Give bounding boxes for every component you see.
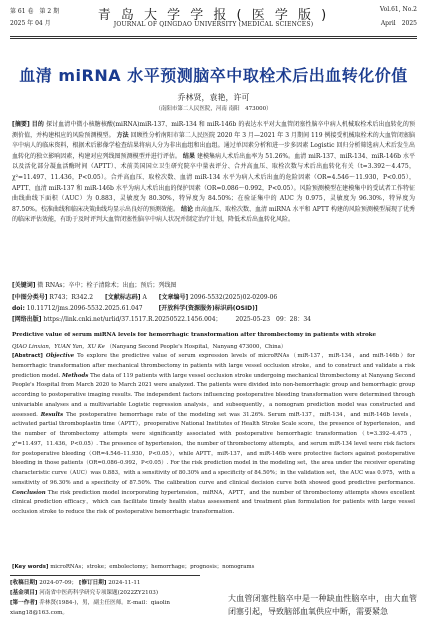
conclusion-label: 结论 [180,205,193,213]
abstract-cn [12,120,415,260]
keywords-en-label: [Key words] [12,564,49,570]
received-date: 2024-07-09； [39,580,78,586]
clc-value: R743；R342.2 [49,294,94,301]
author-list: 乔林贤，袁艳，许可 [177,93,250,102]
doi-label: doi: [12,305,25,312]
article-no-value: 2096-5532(2025)02-0209-06 [190,294,278,301]
keywords-text: 微 RNAs；卒中；栓子清除术；出血；预后；列线图 [37,282,177,289]
conclusion-en-text: The risk prediction model incorporating hypertension，miRNA，APTT，and the number of thrombectomy attempts shows excellent clinical prediction efficacy，which can facilitate timely health status assessment and treatment plan formulation for patients with large vessel occlusion stroke to reduce the risk of postoperative hemorrhagic transformation. [12,489,415,515]
first-author-label: [第一作者] [10,600,38,606]
classification-line [12,292,415,301]
footnote-author [10,598,210,608]
footnote-divider [10,575,200,576]
online-line [12,314,415,323]
conclusion-text: 由高血压、取栓次数、血清 miRNA 水平和 APTT 构建的风险预测模型展现了优秀的临床评估效能，有助于及时评判大血管闭塞性脑卒中病人状况并制定治疗计划，降低术后出血转化风险。 [12,205,415,224]
objective-text: 探讨血清中微小核糖核酸(miRNA)miR-137、miR-134 和 miR-146b 的表达水平对大血管闭塞性脑卒中病人机械取栓术后出血转化的预测价值，并构建相应的风险预测模型。 [12,121,415,139]
english-title: Predictive value of serum miRNA levels for hemorrhagic transformation after thrombectomy in patients with stroke [12,332,377,338]
fund-text: 河南省中医药科学研究专项课题(2022ZY2103) [39,590,159,596]
results-en-label: Results [40,411,64,418]
clc-label: [中图分类号] [12,294,48,301]
osid-label: [开放科学(资源服务)标识码(OSID)] [158,305,258,312]
affiliation: （南阳市第二人民医院，河南 南阳 473000） [155,106,272,112]
footnote-fund [10,588,210,598]
abstract-en [12,352,415,518]
keywords-en [12,562,415,570]
results-en-text: The postoperative hemorrhage rate of the modeling set was 31.26%. Serum miR-137，miR-134，and miR-146b levels，activated partial thromboplastin time（APTT），preoperative National Institutes of Health Stroke Scale score，the presence of hypertension，and the number of thrombectomy attempts were significantly associated with postoperative hemorrhagic transformation（t=3.392–4.475，χ²=11.497，11.436，P<0.05）. The presence of hypertension，the number of thrombectomy attempts，and serum miR-134 level were risk factors for postoperative bleeding（OR=4.546–11.930，P<0.05），while APTT，miR-137，and miR-146b were protective factors against postoperative bleeding in those patients（OR=0.086–0.992，P<0.05）. For the risk prediction model in the modeling set，the area under the receiver operating characteristic curve（AUC）was 0.883，with a sensitivity of 80.30% and a specificity of 84.50%；in the validation set，the AUC was 0.975，with a sensitivity of 96.30% and a specificity of 87.50%. The calibration curve and clinical decision curve both showed good predictive performance. [12,411,415,486]
keywords-cn [12,280,415,289]
revised-date: 2024-11-11 [108,580,141,586]
methods-text: 回顾性分析南阳市第二人民医院 2020 年 3 月—2021 年 3 月期间 119 例接受机械取栓术的大血管闭塞脑卒中病人的临床资料，根据术后影像学检查结果将病人分为非出血组和出血组。通过单因素分析和进一步多因素 Logistic 回归分析筛选病人术后发生出血转化的独立影响因素，构建对应列线图预测模型并进行评估。 [12,131,415,160]
header-rule-thin [10,38,417,39]
paper-title: 血清 miRNA 水平预测脑卒中取栓术后出血转化价值 [19,66,408,85]
journal-title-cn: 青 岛 大 学 学 报 ( 医 学 版 ) [97,8,330,23]
english-authors: QIAO Linxian，YUAN Yan，XU Ke [12,344,105,350]
conclusion-en-label: Conclusion [12,489,46,496]
received-label: [收稿日期] [10,580,38,586]
keywords-en-text: microRNAs；stroke；embolectomy；hemorrhage；prognosis；nomograms [50,564,255,570]
methods-en-label: Methods [62,372,89,379]
revised-label: [修订日期] [78,580,107,586]
methods-en-text: The data of 119 patients with large vessel occlusion stroke undergoing mechanical thrombectomy at Nanyang Second People's Hospital from March 2020 to March 2021 were analyzed. The patients were divided into non-hemorrhagic group and hemorrhagic group according to postoperative imaging results. The independent factors influencing postoperative bleeding transformation were determined through univariable analyses and a multivariable Logistic regression analysis，and subsequently，a nomogram prediction model was constructed and assessed. [12,372,416,418]
keywords-label: [关键词] [12,282,36,289]
objective-label: 目的 [31,121,44,128]
online-label: [网络出版] [12,316,42,323]
objective-en-label: Objective [45,353,75,359]
header-volume: 第 61 卷 第 2 期 [10,8,60,15]
results-text: 建模集病人术后出血率为 51.26%。血清 miR-137、miR-134、miR-146b 水平以及活化部分凝血活酶时间（APTT）、术前美国国立卫生研究院卒中量表评分、合并高血压、取栓次数与术后出血转化有关（t=3.392～4.475，χ²=11.497、11.436，P<0.05）。合并高血压、取栓次数、血清 miR-134 水平为病人术后出血的危险因素（OR=4.546～11.930，P<0.05），APTT、血清 miR-137 和 miR-146b 水平为病人术后出血的保护因素（OR=0.086～0.992，P<0.05）。风险预测模型在建模集中的受试者工作特征曲线曲线下面积（AUC）为 0.883，灵敏度为 80.30%，特异度为 84.50%；在验证集中的 AUC 为 0.975，灵敏度为 96.30%，特异度为 87.50%。校准曲线和临床决策曲线均显示出良好的预测效能。 [12,152,415,213]
header-volume-en: Vol.61, No.2 [379,6,417,13]
methods-label: 方法 [116,131,129,139]
journal-title-en: JOURNAL OF QINGDAO UNIVERSITY (MEDICAL SCIENCES) [113,21,314,28]
doi-line [12,303,415,312]
doi-value[interactable]: 10.11712/jms.2096-5532.2025.61.047 [26,305,143,312]
objective-en-text: To explore the predictive value of serum expression levels of microRNAs（miR-137，miR-134，and miR-146b）for hemorrhagic transformation after mechanical thrombectomy in patients with large vessel occlusion stroke，and to construct and validate a risk prediction model. [12,353,416,379]
results-label: 结果 [182,152,195,160]
footnote-dates [10,578,210,588]
body-text-start: 大血管闭塞性脑卒中是一种缺血性脑卒中，由大血管闭塞引起，导致脑部血氧供应中断，需要紧急 [228,594,417,616]
english-affiliation: （Nanyang Second People's Hospital，Nanyang 473000，China） [106,344,287,350]
abstract-label: [摘要] [12,121,30,128]
running-header [10,4,417,36]
article-no-label: [文章编号] [158,294,189,301]
header-date-en: April 2025 [380,20,417,27]
english-authors-line [12,342,415,350]
fund-label: [基金项目] [10,590,38,596]
online-url[interactable]: https://link.cnki.net/urlid/37.1517.R.20250522.1456.004； [43,316,222,323]
footnote-email-tail: xiang18@163.com。 [10,610,69,616]
doc-code-label: [文献标志码] [105,294,141,301]
abstract-en-label: [Abstract] [12,353,43,359]
doc-code-value: A [142,294,147,301]
online-date: 2025-05-23 09：28：34 [235,316,311,323]
header-date-cn: 2025 年 04 月 [10,20,51,27]
first-author-text: 乔林贤(1984-)，男，副主任医师。E-mail：qiaolin [39,600,171,606]
